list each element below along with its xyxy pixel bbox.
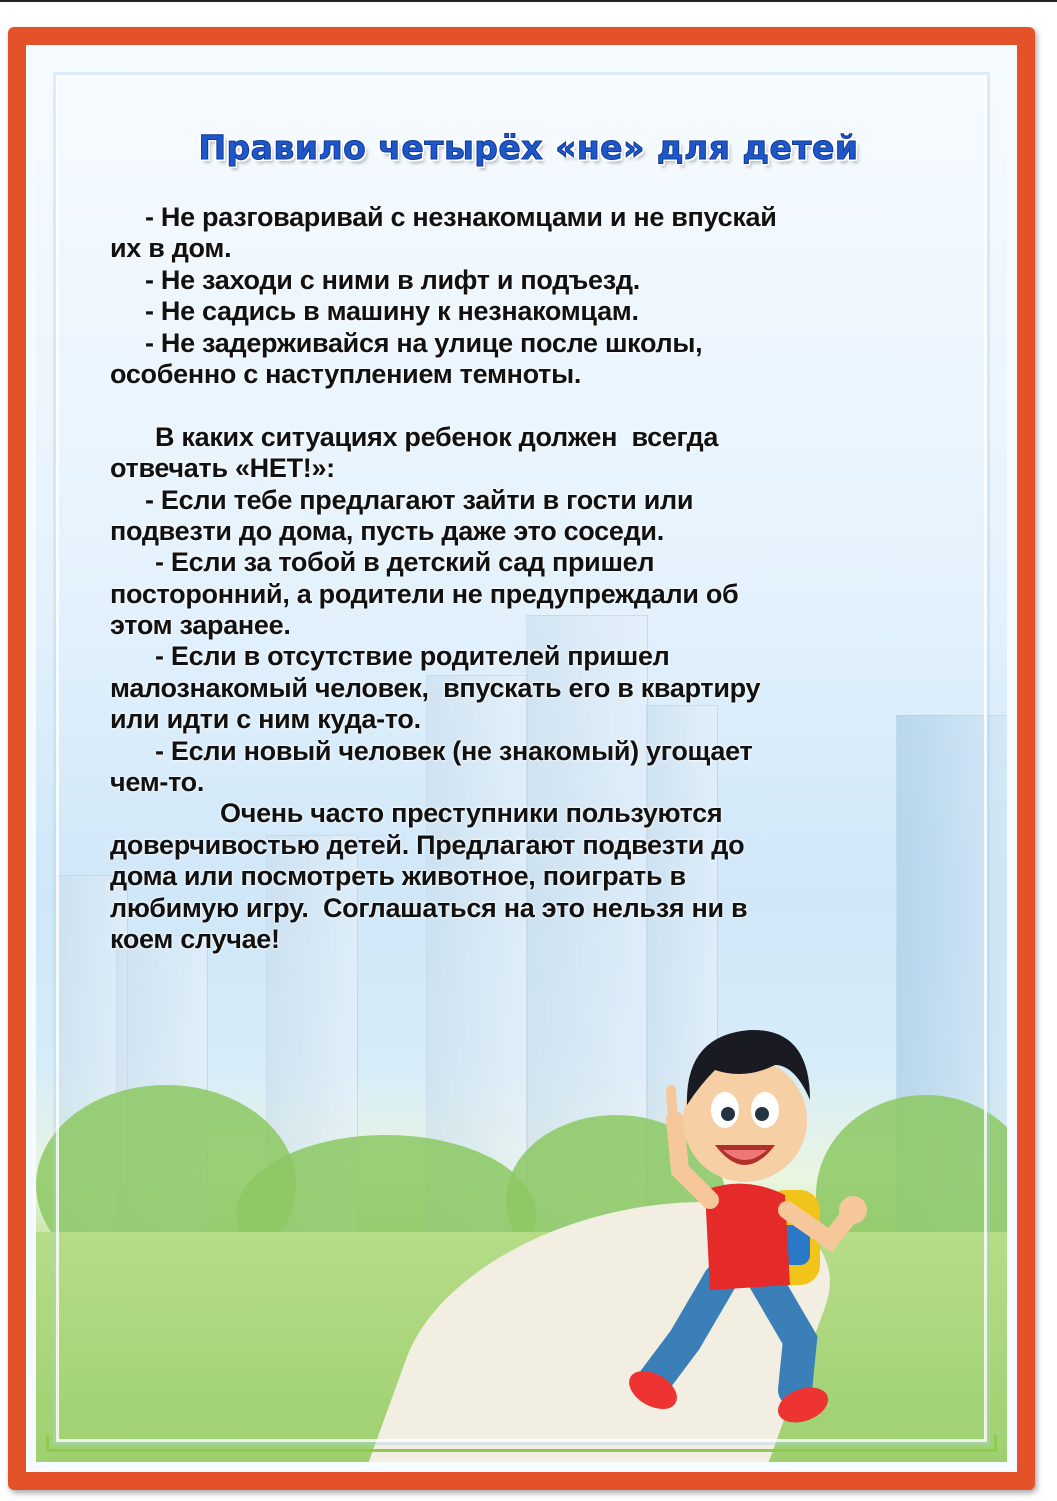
poster-text xyxy=(110,202,940,955)
text-line: В каких ситуациях ребенок должен всегда xyxy=(155,421,719,452)
text-line: доверчивостью детей. Предлагают подвезти до xyxy=(110,829,745,860)
text-line: коем случае! xyxy=(110,923,280,954)
text-line: - Не садись в машину к незнакомцам. xyxy=(145,296,639,327)
cartoon-boy-illustration xyxy=(625,1010,885,1430)
blank-line xyxy=(110,390,940,421)
text-line: особенно с наступлением темноты. xyxy=(110,358,582,389)
text-line: Очень часто преступники пользуются xyxy=(220,798,723,829)
green-border xyxy=(46,1435,997,1452)
text-line: этом заранее. xyxy=(110,610,291,641)
text-line: чем-то. xyxy=(110,767,205,798)
text-line: - Не разговаривай с незнакомцами и не впускай xyxy=(145,202,777,232)
text-line: - Если в отсутствие родителей пришел xyxy=(155,641,670,672)
poster-title: Правило четырёх «не» для детей xyxy=(198,128,859,167)
text-line: посторонний, а родители не предупреждали об xyxy=(110,578,739,609)
text-line: их в дом. xyxy=(110,233,232,264)
text-line: любимую игру. Соглашаться на это нельзя ни в xyxy=(110,892,748,923)
text-line: - Не задерживайся на улице после школы, xyxy=(145,327,703,358)
text-line: или идти с ним куда-то. xyxy=(110,704,421,735)
text-line: дома или посмотреть животное, поиграть в xyxy=(110,861,686,892)
top-divider xyxy=(0,0,1057,2)
text-line: - Если тебе предлагают зайти в гости или xyxy=(145,484,694,515)
text-line: - Не заходи с ними в лифт и подъезд. xyxy=(145,264,640,295)
text-line: подвезти до дома, пусть даже это соседи. xyxy=(110,515,664,546)
text-line: малознакомый человек, впускать его в квартиру xyxy=(110,672,761,703)
text-line: отвечать «НЕТ!»: xyxy=(110,453,335,484)
text-line: - Если новый человек (не знакомый) угощает xyxy=(155,735,753,766)
text-line: - Если за тобой в детский сад пришел xyxy=(155,547,655,578)
